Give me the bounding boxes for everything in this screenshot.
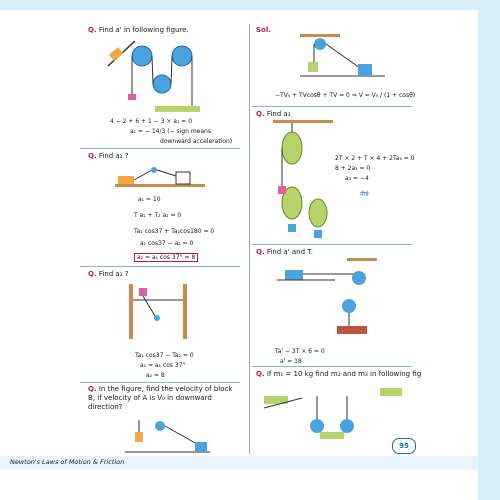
q3-equation-3: a₂ = 8 [146,372,165,379]
q6-equation-1: Ta' − 3T × 6 = 0 [275,348,325,355]
question-1: Q. Find a' in following figure. [88,26,189,34]
question-6: Q. Find a' and T. [256,248,313,256]
divider [80,266,240,267]
q1-equation-2: a₁ = − 14/3 (− sign means [130,128,211,135]
figure-q3 [125,280,195,340]
page-number: 95 [392,438,416,454]
q5-equation-4: नीचे [360,191,369,198]
q2-equation-1: a₁ = 10 [138,196,161,203]
divider [80,148,240,149]
q5-equation-3: a₃ = −4 [345,175,369,182]
q2-equation-3: Ta₁ cos37 + Ta₂cos180 = 0 [134,228,215,235]
question-2: Q. Find a₂ ? [88,152,129,160]
q2-answer: a₂ = a₁ cos 37° = 8 [134,253,198,262]
q1-equation-1: 4 − 2 + 6 + 1 − 3 × a₁ = 0 [110,118,193,125]
question-4: Q. In the figure, find the velocity of block B, if velocity of A is V₀ in downward direction? [88,385,233,411]
q5-equation-1: 2T × 2 + T × 4 + 2Ta₃ = 0 [335,155,415,162]
q6-equation-2: a' = 18 [280,358,302,365]
figure-q1 [100,36,220,116]
figure-q6 [275,256,385,336]
q1-equation-3: downward acceleration) [160,138,233,145]
q3-equation-2: a₂ = a₁ cos 37° [140,362,186,369]
figure-q5 [268,118,338,248]
question-3: Q. Find a₂ ? [88,270,129,278]
q5-equation-2: 8 + 2a₃ = 0 [335,165,371,172]
solution-label: Sol. [256,26,271,34]
question-5: Q. Find a₃ [256,110,291,118]
question-7: Q. If m₁ = 10 kg find m₂ and m₃ in following fig [256,370,422,378]
divider [252,106,412,107]
figure-q2 [110,158,210,198]
q3-equation-1: Ta₁ cos37 − Ta₂ = 0 [135,352,194,359]
q2-equation-2: T a₁ + T₂ a₂ = 0 [134,212,182,219]
divider [80,382,240,383]
solution-equation: −TV₀ + TVcosθ + TV = 0 ⇒ V = V₀ / (1 + cosθ) [275,92,416,99]
q2-equation-4: a₁ cos37 − a₂ = 0 [140,240,194,247]
chapter-title: Newton's Laws of Motion & Friction [10,458,125,466]
divider [252,366,412,367]
figure-q7 [262,378,412,440]
right-border [478,0,500,500]
top-border [0,0,500,10]
divider [252,244,412,245]
figure-sol [290,32,390,82]
column-divider [249,24,250,454]
figure-q4 [115,412,215,457]
